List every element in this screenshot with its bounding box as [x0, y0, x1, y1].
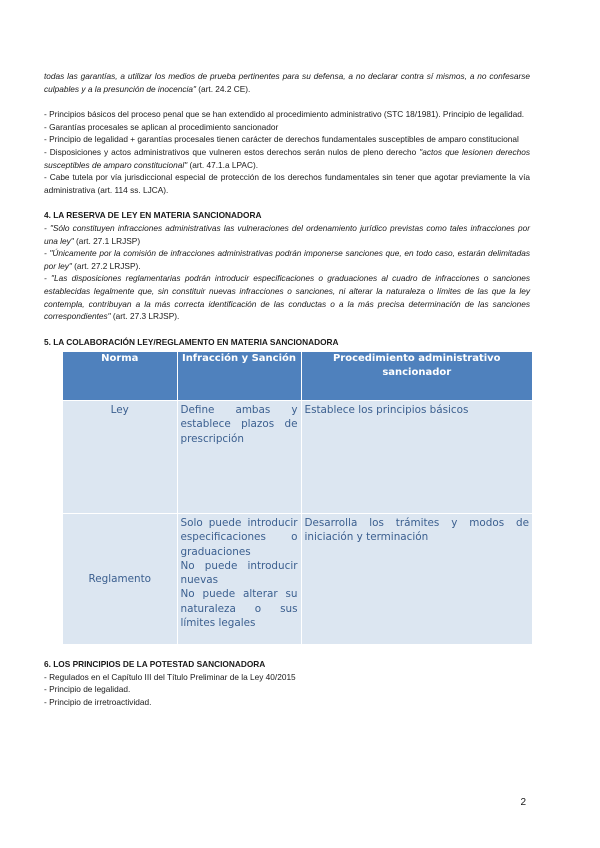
cell-infraccion-ley: Define ambas y establece plazos de prescripción [177, 401, 301, 514]
section4-heading: 4. LA RESERVA DE LEY EN MATERIA SANCIONADORA [44, 210, 262, 221]
section5-heading: 5. LA COLABORACIÓN LEY/REGLAMENTO EN MATERIA SANCIONADORA [44, 336, 339, 347]
header-norma: Norma [63, 352, 177, 401]
header-infraccion: Infracción y Sanción [177, 352, 301, 401]
bullet-legalidad: - Principio de legalidad + garantías procesales tienen carácter de derechos fundamentales susceptibles de amparo constitucional [44, 134, 519, 145]
cell-norma-ley: Ley [63, 401, 177, 514]
intro-ref: (art. 24.2 CE). [195, 83, 251, 94]
ley-reglamento-table [63, 352, 532, 644]
bullet-nulos-ref: (art. 47.1.a LPAC). [187, 159, 259, 170]
cell-procedimiento-ley: Establece los principios básicos [301, 401, 532, 514]
bullet-nulos-lead: - Disposiciones y actos administrativos que vulneren estos derechos serán nulos de pleno derecho [44, 146, 420, 157]
bullet-garantias: - Garantías procesales se aplican al procedimiento sancionador [44, 121, 279, 132]
section6-heading: 6. LOS PRINCIPIOS DE LA POTESTAD SANCIONADORA [44, 659, 266, 670]
document-page [44, 70, 530, 709]
section6-item: - Principio de irretroactividad. [44, 697, 152, 708]
cell-norma-reglamento: Reglamento [63, 514, 177, 645]
section4-item-ref: (art. 27.2 LRJSP). [71, 260, 141, 271]
header-procedimiento: Procedimiento administrativo sancionador [301, 352, 532, 401]
reglamento-line: No puede introducir nuevas [180, 559, 298, 587]
bullet-nulos-italic: "actos que lesionen derechos susceptibles de amparo constitucional" [44, 146, 530, 170]
bullet-tutela: - Cabe tutela por vía jurisdiccional especial de protección de los derechos fundamentales sin tener que agotar previamente la vía administrativa (art. 114 ss. LJCA). [44, 172, 530, 195]
reglamento-line: No puede alterar su naturaleza o sus límites legales [180, 588, 298, 629]
section4-item [44, 247, 530, 272]
reglamento-line: Solo puede introducir especificaciones o graduaciones [180, 517, 298, 558]
table-header-row [63, 352, 532, 401]
section6-item: - Principio de legalidad. [44, 684, 131, 695]
section4-item-italic: - "Únicamente por la comisión de infracciones administrativas podrán imponerse sanciones que, en todo caso, estarán delimitadas por ley" [44, 248, 530, 271]
bullet-principios: - Principios básicos del proceso penal que se han extendido al procedimiento administrativo (STC 18/1981). Principio de legalidad. [44, 109, 525, 120]
section6-item: - Regulados en el Capítulo III del Título Preliminar de la Ley 40/2015 [44, 671, 296, 682]
intro-italic: todas las garantías, a utilizar los medios de prueba pertinentes para su defensa, a no declarar contra sí mismos, a no confesarse culpables y a la presunción de inocencia" [44, 71, 530, 94]
section4-item [44, 272, 530, 322]
section4-item-italic: - "Las disposiciones reglamentarias podrán introducir especificaciones o graduaciones al cuadro de infracciones o sanciones establecidas legalmente que, sin constituir nuevas infracciones o sanciones, ni alterar la naturaleza o límites de las que la ley contempla, contribuyan a la más correcta identificación de las conductas o a la más precisa determinación de las sanciones correspondientes" [44, 273, 530, 322]
page-number: 2 [520, 797, 526, 808]
section4-item-italic: - "Sólo constituyen infracciones administrativas las vulneraciones del ordenamiento jurídico previstas como tales infracciones por una ley" [44, 222, 530, 246]
cell-procedimiento-reglamento: Desarrolla los trámites y modos de iniciación y terminación [301, 514, 532, 645]
section4-item-ref: (art. 27.3 LRJSP). [110, 311, 180, 322]
intro-paragraph [44, 70, 530, 95]
table-row-ley [63, 401, 532, 514]
bullet-nulos [44, 146, 530, 171]
table-row-reglamento [63, 514, 532, 645]
section4-item-ref: (art. 27.1 LRJSP) [73, 235, 141, 246]
cell-infraccion-reglamento [177, 514, 301, 645]
section4-item [44, 222, 530, 247]
